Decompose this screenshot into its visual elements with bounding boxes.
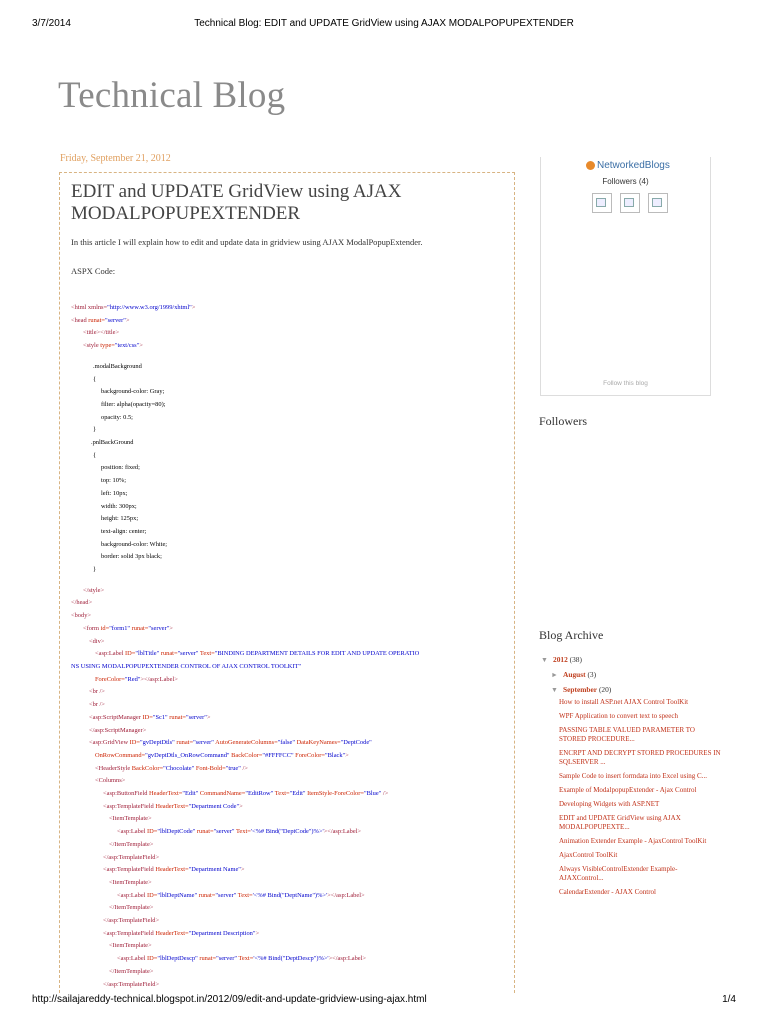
- code-line: NS USING MODALPOPUPEXTENDER CONTROL OF AJAX CONTROL TOOLKIT": [71, 662, 302, 670]
- code-line: <asp:Label ID="lblDeptDescp" runat="server" Text='<%# Bind("DeptDescp")%>'></asp:Label>: [117, 955, 366, 963]
- code-line: </asp:TemplateField>: [103, 853, 160, 861]
- follower-avatar[interactable]: [648, 193, 668, 213]
- code-line: </head>: [71, 599, 93, 607]
- print-url: http://sailajareddy-technical.blogspot.in/2012/09/edit-and-update-gridview-using-ajax.html: [32, 994, 427, 1005]
- blog-archive-heading: Blog Archive: [539, 628, 604, 642]
- post-box: [59, 172, 515, 993]
- followers-heading: Followers: [539, 414, 587, 428]
- code-line: opacity: 0.5;: [101, 413, 133, 421]
- code-line: ForeColor="Red"></asp:Label>: [95, 675, 178, 683]
- code-line: }: [93, 426, 97, 434]
- code-line: <ItemTemplate>: [109, 942, 152, 950]
- post-title-line2: MODALPOPUPEXTENDER: [71, 203, 301, 224]
- code-line: <style type="text/css">: [83, 342, 143, 350]
- code-line: <head runat="server">: [71, 316, 130, 324]
- code-line: text-align: center;: [101, 527, 147, 535]
- code-line: <asp:TemplateField HeaderText="Department Description">: [103, 929, 260, 937]
- code-line: </asp:ScriptManager>: [89, 726, 147, 734]
- follower-avatar[interactable]: [620, 193, 640, 213]
- code-line: top: 10%;: [101, 477, 127, 485]
- archive-post-list: [559, 698, 721, 897]
- code-line: .pnlBackGround: [91, 439, 134, 447]
- followers-count: Followers (4): [602, 177, 649, 186]
- code-line: {: [93, 375, 97, 383]
- expanded-triangle-icon[interactable]: ▼: [541, 655, 548, 664]
- networked-blogs-logo-icon: [586, 161, 595, 170]
- code-line: <asp:Label ID="lblDeptName" runat="server" Text='<%# Bind("DeptName")%>'></asp:Label>: [117, 891, 365, 899]
- code-line: <br />: [89, 688, 105, 696]
- code-line: position: fixed;: [101, 464, 140, 472]
- follower-avatars: [592, 193, 668, 213]
- code-line: filter: alpha(opacity=80);: [101, 400, 166, 408]
- code-line: </style>: [83, 586, 105, 594]
- code-line: <body>: [71, 612, 91, 620]
- follow-blog-link[interactable]: Follow this blog: [603, 380, 648, 387]
- code-line: width: 300px;: [101, 502, 137, 510]
- archive-post-link[interactable]: CalendarExtender - AJAX Control: [559, 888, 657, 896]
- blog-archive: [541, 655, 721, 902]
- code-line: {: [93, 451, 97, 459]
- code-line: </asp:TemplateField>: [103, 980, 160, 988]
- post-title[interactable]: [71, 181, 514, 225]
- expanded-triangle-icon[interactable]: ▼: [551, 685, 558, 694]
- code-line: <asp:Label ID="lblTitle" runat="server" Text="BINDING DEPARTMENT DETAILS FOR EDIT AND UPDATE OPERATIO: [95, 650, 420, 658]
- archive-post-link[interactable]: How to install ASP.net AJAX Control ToolKit: [559, 698, 689, 706]
- code-line: </ItemTemplate>: [109, 840, 154, 848]
- archive-post-link[interactable]: EDIT and UPDATE GridView using AJAX MODALPOPUPEXTE...: [559, 814, 681, 831]
- archive-post-link[interactable]: Sample Code to insert formdata into Excel using C...: [559, 772, 707, 780]
- code-line: <asp:Label ID="lblDeptCode" runat="server" Text='<%# Bind("DeptCode")%>'></asp:Label>: [117, 828, 362, 836]
- archive-month-september[interactable]: ▼ September (20): [551, 685, 612, 694]
- code-line: background-color: White;: [101, 540, 168, 548]
- code-line: height: 125px;: [101, 515, 139, 523]
- code-line: <ItemTemplate>: [109, 815, 152, 823]
- code-line: <html xmlns="http://www.w3.org/1999/xhtml">: [71, 304, 196, 311]
- archive-month-august[interactable]: ► August (3): [551, 670, 597, 679]
- code-line: border: solid 3px black;: [101, 553, 162, 561]
- print-page-title: Technical Blog: EDIT and UPDATE GridView using AJAX MODALPOPUPEXTENDER: [194, 18, 574, 29]
- follower-avatar[interactable]: [592, 193, 612, 213]
- networked-blogs-logo[interactable]: NetworkedBlogs: [586, 160, 670, 171]
- code-line: OnRowCommand="gvDeptDtls_OnRowCommand" BackColor="#FFFFCC" ForeColor="Black">: [95, 751, 349, 759]
- code-spacer: [71, 577, 514, 585]
- archive-post-link[interactable]: Animation Extender Example - AjaxControl ToolKit: [559, 837, 707, 845]
- code-line: <br />: [89, 701, 105, 709]
- code-line: left: 10px;: [101, 489, 128, 497]
- archive-year[interactable]: ▼ 2012 (38): [541, 655, 582, 664]
- networked-blogs-widget: [540, 157, 711, 396]
- aspx-code-label: ASPX Code:: [71, 266, 116, 276]
- code-spacer: [71, 353, 514, 361]
- code-block: [71, 302, 514, 991]
- code-line: <asp:ScriptManager ID="Sc1" runat="server">: [89, 713, 211, 721]
- code-line: <asp:TemplateField HeaderText="Department Name">: [103, 866, 245, 874]
- print-date: 3/7/2014: [32, 18, 71, 29]
- blog-title[interactable]: Technical Blog: [58, 75, 286, 116]
- archive-post-link[interactable]: Example of ModalpopupExtender - Ajax Control: [559, 786, 697, 794]
- code-line: .modalBackground: [93, 362, 142, 370]
- print-page-number: 1/4: [722, 994, 736, 1005]
- archive-post-link[interactable]: Developing Widgets with ASP.NET: [559, 800, 660, 808]
- code-line: <ItemTemplate>: [109, 878, 152, 886]
- code-line: <title></title>: [83, 329, 120, 337]
- archive-post-link[interactable]: PASSING TABLE VALUED PARAMETER TO STORED PROCEDURE...: [559, 726, 695, 743]
- post-title-line1: EDIT and UPDATE GridView using AJAX: [71, 181, 402, 202]
- post-intro: In this article I will explain how to edit and update data in gridview using AJAX ModalPopupExtender.: [71, 237, 423, 247]
- code-line: </asp:TemplateField>: [103, 917, 160, 925]
- code-line: <div>: [89, 637, 105, 645]
- archive-post-link[interactable]: WPF Application to convert text to speech: [559, 712, 678, 720]
- code-line: <HeaderStyle BackColor="Chocolate" Font-Bold="true" />: [95, 764, 248, 772]
- code-line: <asp:GridView ID="gvDeptDtls" runat="server" AutoGenerateColumns="false" DataKeyNames="DeptCode": [89, 739, 372, 747]
- archive-post-link[interactable]: ENCRPT AND DECRYPT STORED PROCEDURES IN SQLSERVER ...: [559, 749, 721, 766]
- code-line: </ItemTemplate>: [109, 904, 154, 912]
- code-line: }: [93, 566, 97, 574]
- code-line: <asp:TemplateField HeaderText="Department Code">: [103, 802, 243, 810]
- code-line: <form id="form1" runat="server">: [83, 624, 173, 632]
- code-line: <asp:ButtonField HeaderText="Edit" CommandName="EditRow" Text="Edit" ItemStyle-ForeColor="Blue" />: [103, 790, 389, 798]
- archive-post-link[interactable]: Always VisibleControlExtender Example-AJAXControl...: [559, 865, 678, 882]
- archive-post-link[interactable]: AjaxControl ToolKit: [559, 851, 618, 859]
- code-line: </ItemTemplate>: [109, 967, 154, 975]
- code-line: background-color: Gray;: [101, 388, 165, 396]
- collapsed-triangle-icon[interactable]: ►: [551, 670, 558, 679]
- post-date: Friday, September 21, 2012: [60, 153, 171, 164]
- code-line: <Columns>: [95, 777, 126, 785]
